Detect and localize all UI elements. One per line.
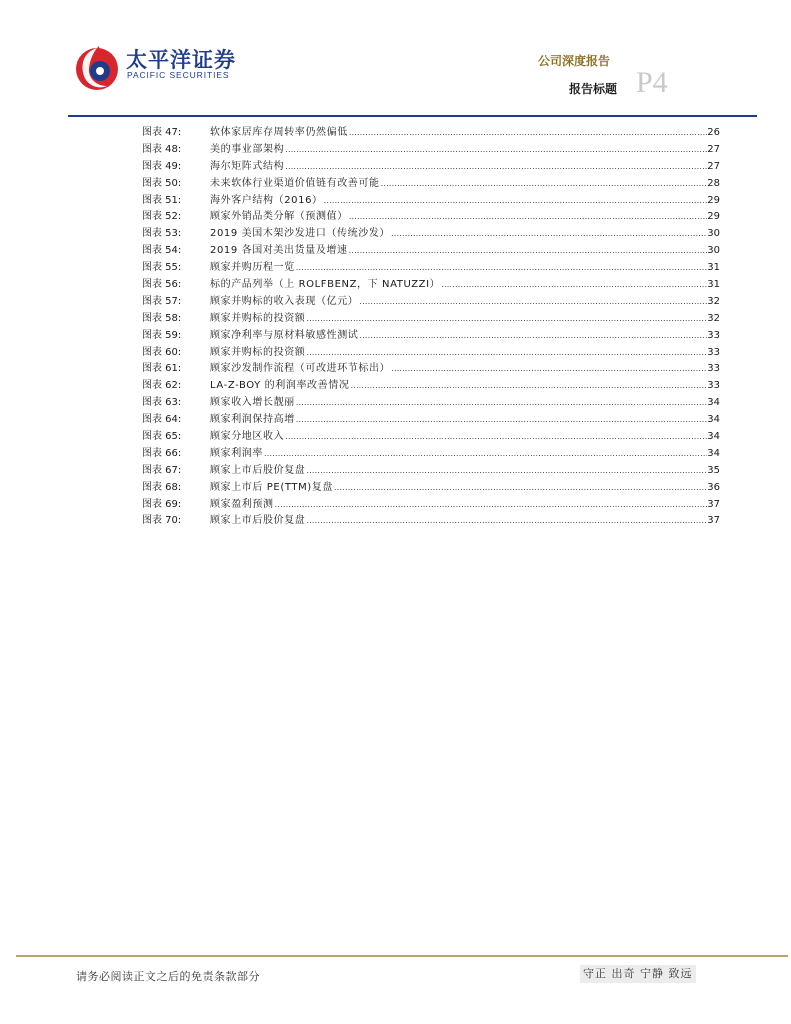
toc-entry-title: 软体家居库存周转率仍然偏低 bbox=[210, 127, 348, 138]
toc-entry-number: 图表 62: bbox=[142, 380, 182, 392]
report-type: 公司深度报告 bbox=[538, 54, 611, 68]
toc-leader-dots bbox=[349, 378, 707, 395]
company-logo bbox=[72, 42, 236, 92]
toc-entry-title: 海外客户结构（2016） bbox=[210, 194, 323, 206]
toc-entry-number: 图表 51: bbox=[142, 194, 182, 206]
toc-leader-dots bbox=[305, 311, 707, 328]
toc-leader-dots bbox=[305, 463, 707, 480]
toc-entry-number: 图表 61: bbox=[142, 363, 182, 375]
toc-entry-title: 标的产品列举（上 ROLFBENZ，下 NATUZZI） bbox=[210, 279, 441, 291]
toc-entry-number: 图表 68: bbox=[142, 481, 182, 493]
toc-entry-title: 未来软体行业渠道价值链有改善可能 bbox=[210, 177, 380, 189]
logo-name-en: PACIFIC SECURITIES bbox=[127, 70, 230, 80]
toc-leader-dots bbox=[284, 159, 707, 176]
toc-leader-dots bbox=[295, 395, 707, 412]
toc-entry-page: 32 bbox=[707, 312, 720, 324]
toc-entry[interactable] bbox=[142, 378, 720, 395]
toc-leader-dots bbox=[348, 125, 707, 142]
toc-entry-number: 图表 47: bbox=[142, 127, 182, 138]
toc-entry-number: 图表 55: bbox=[142, 262, 182, 274]
toc-entry-number: 图表 59: bbox=[142, 329, 182, 341]
page-label: P4 bbox=[636, 66, 668, 99]
toc-entry-page: 33 bbox=[707, 380, 720, 392]
toc-entry-title: 2019 美国木架沙发进口（传统沙发） bbox=[210, 228, 391, 240]
toc-entry-number: 图表 54: bbox=[142, 245, 182, 257]
toc-entry-title: 美的事业部架构 bbox=[210, 143, 285, 155]
toc-entry-page: 35 bbox=[707, 464, 720, 476]
toc-entry-title: 顾家上市后股价复盘 bbox=[210, 515, 306, 527]
toc-entry-page: 33 bbox=[707, 329, 720, 341]
toc-entry-page: 34 bbox=[707, 431, 720, 443]
report-title: 报告标题 bbox=[569, 82, 618, 96]
toc-entry[interactable] bbox=[142, 226, 720, 243]
toc-entry-number: 图表 50: bbox=[142, 177, 182, 189]
toc-entry-page: 30 bbox=[707, 245, 720, 257]
toc-leader-dots bbox=[333, 480, 707, 497]
pacific-securities-logo-icon bbox=[72, 42, 122, 92]
toc-entry-title: 顾家并购历程一览 bbox=[210, 262, 295, 274]
toc-entry-title: 顾家沙发制作流程（可改进环节标出） bbox=[210, 363, 391, 375]
toc-entry-number: 图表 52: bbox=[142, 211, 182, 223]
toc-entry[interactable] bbox=[142, 193, 720, 210]
toc-entry-page: 34 bbox=[707, 447, 720, 459]
toc-entry-page: 34 bbox=[707, 397, 720, 409]
toc-entry[interactable] bbox=[142, 328, 720, 345]
toc-entry[interactable] bbox=[142, 125, 720, 142]
toc-leader-dots bbox=[274, 497, 708, 514]
toc-entry[interactable] bbox=[142, 513, 720, 530]
toc-leader-dots bbox=[358, 328, 707, 345]
toc-leader-dots bbox=[390, 226, 707, 243]
toc-entry[interactable] bbox=[142, 480, 720, 497]
toc-entry-number: 图表 65: bbox=[142, 431, 182, 443]
toc-entry-title: 顾家外销品类分解（预测值） bbox=[210, 211, 348, 223]
toc-entry-title: 顾家并购标的投资额 bbox=[210, 312, 306, 324]
toc-entry-page: 27 bbox=[707, 160, 720, 172]
toc-leader-dots bbox=[295, 412, 707, 429]
toc-entry-page: 29 bbox=[707, 211, 720, 223]
toc-entry-page: 31 bbox=[707, 279, 720, 291]
toc-entry[interactable] bbox=[142, 429, 720, 446]
toc-entry[interactable] bbox=[142, 243, 720, 260]
toc-leader-dots bbox=[284, 142, 707, 159]
toc-leader-dots bbox=[380, 176, 708, 193]
toc-entry-number: 图表 53: bbox=[142, 228, 182, 240]
toc-entry-page: 29 bbox=[707, 194, 720, 206]
toc-entry[interactable] bbox=[142, 209, 720, 226]
toc-entry-number: 图表 66: bbox=[142, 447, 182, 459]
footer-divider bbox=[16, 955, 788, 957]
toc-entry-title: 顾家上市后 PE(TTM)复盘 bbox=[210, 481, 333, 493]
toc-entry-title: 顾家盈利预测 bbox=[210, 498, 274, 510]
toc-leader-dots bbox=[390, 361, 707, 378]
toc-entry[interactable] bbox=[142, 176, 720, 193]
toc-entry-page: 27 bbox=[707, 143, 720, 155]
toc-entry-number: 图表 60: bbox=[142, 346, 182, 358]
toc-entry-number: 图表 48: bbox=[142, 143, 182, 155]
toc-leader-dots bbox=[284, 429, 707, 446]
toc-entry-number: 图表 49: bbox=[142, 160, 182, 172]
toc-entry[interactable] bbox=[142, 142, 720, 159]
toc-entry-title: 顾家分地区收入 bbox=[210, 431, 285, 443]
toc-entry-page: 33 bbox=[707, 363, 720, 375]
toc-entry[interactable] bbox=[142, 260, 720, 277]
toc-entry-title: 海尔矩阵式结构 bbox=[210, 160, 285, 172]
toc-leader-dots bbox=[263, 446, 707, 463]
header-divider bbox=[68, 115, 757, 117]
toc-entry-page: 37 bbox=[707, 498, 720, 510]
toc-leader-dots bbox=[358, 294, 707, 311]
toc-leader-dots bbox=[440, 277, 707, 294]
toc-entry-title: LA-Z-BOY 的利润率改善情况 bbox=[210, 380, 350, 392]
toc-entry-number: 图表 69: bbox=[142, 498, 182, 510]
toc-leader-dots bbox=[323, 193, 708, 210]
toc-entry[interactable] bbox=[142, 345, 720, 362]
toc-entry-page: 26 bbox=[707, 127, 720, 138]
toc-leader-dots bbox=[295, 260, 707, 277]
toc-entry-title: 顾家并购标的收入表现（亿元） bbox=[210, 295, 359, 307]
footer-motto: 守正 出奇 宁静 致远 bbox=[580, 965, 696, 983]
toc-entry-title: 顾家利润保持高增 bbox=[210, 414, 295, 426]
toc-entry-title: 顾家利润率 bbox=[210, 447, 263, 459]
toc-entry-page: 30 bbox=[707, 228, 720, 240]
footer-disclaimer: 请务必阅读正文之后的免责条款部分 bbox=[76, 970, 260, 983]
toc-entry-number: 图表 64: bbox=[142, 414, 182, 426]
toc-entry-title: 顾家收入增长靓丽 bbox=[210, 397, 295, 409]
toc-entry-page: 36 bbox=[707, 481, 720, 493]
toc-entry-page: 28 bbox=[707, 177, 720, 189]
toc-entry[interactable] bbox=[142, 159, 720, 176]
toc-entry[interactable] bbox=[142, 395, 720, 412]
toc-entry-page: 34 bbox=[707, 414, 720, 426]
toc-entry-page: 31 bbox=[707, 262, 720, 274]
toc-entry[interactable] bbox=[142, 412, 720, 429]
toc-entry-number: 图表 70: bbox=[142, 515, 182, 527]
toc-leader-dots bbox=[305, 345, 707, 362]
toc-leader-dots bbox=[348, 243, 708, 260]
logo-name-cn: 太平洋证券 bbox=[126, 48, 236, 72]
toc-entry-number: 图表 57: bbox=[142, 295, 182, 307]
toc-entry-number: 图表 58: bbox=[142, 312, 182, 324]
toc-entry-number: 图表 63: bbox=[142, 397, 182, 409]
figure-index-list bbox=[142, 125, 720, 530]
toc-entry-number: 图表 67: bbox=[142, 464, 182, 476]
toc-entry-page: 37 bbox=[707, 515, 720, 527]
toc-entry-title: 顾家净利率与原材料敏感性测试 bbox=[210, 329, 359, 341]
toc-leader-dots bbox=[305, 513, 707, 530]
toc-entry[interactable] bbox=[142, 311, 720, 328]
toc-leader-dots bbox=[348, 209, 707, 226]
toc-entry[interactable] bbox=[142, 497, 720, 514]
toc-entry-page: 33 bbox=[707, 346, 720, 358]
toc-entry-title: 顾家上市后股价复盘 bbox=[210, 464, 306, 476]
toc-entry-number: 图表 56: bbox=[142, 279, 182, 291]
toc-entry[interactable] bbox=[142, 277, 720, 294]
toc-entry[interactable] bbox=[142, 294, 720, 311]
toc-entry[interactable] bbox=[142, 463, 720, 480]
toc-entry-title: 2019 各国对美出货量及增速 bbox=[210, 245, 348, 257]
toc-entry[interactable] bbox=[142, 361, 720, 378]
toc-entry[interactable] bbox=[142, 446, 720, 463]
toc-entry-page: 32 bbox=[707, 295, 720, 307]
toc-entry-title: 顾家并购标的投资额 bbox=[210, 346, 306, 358]
